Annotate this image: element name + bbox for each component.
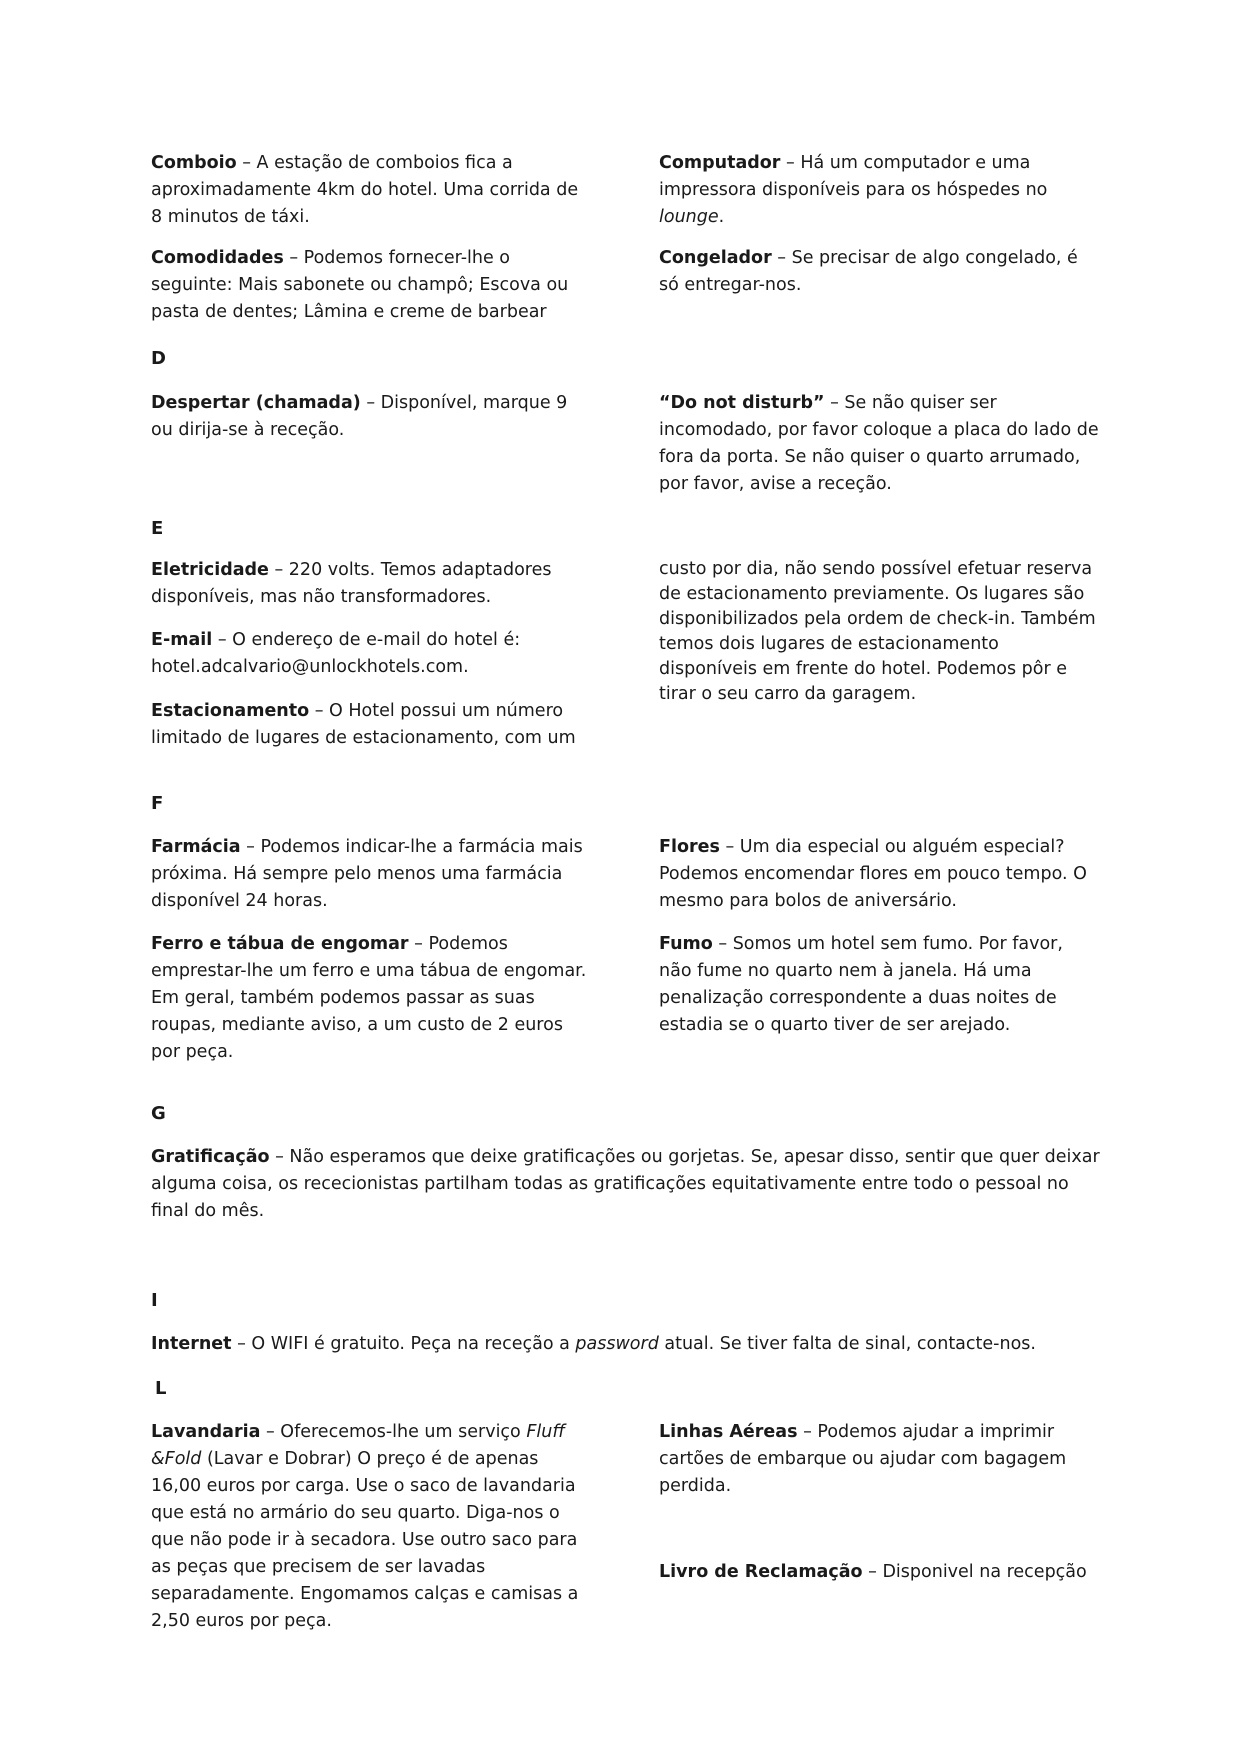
- entry-term: Farmácia: [151, 837, 241, 857]
- entry-computador: [659, 150, 1099, 231]
- entry-text: – O WIFI é gratuito. Peça na receção a: [231, 1334, 576, 1354]
- entry-term: Lavandaria: [151, 1422, 261, 1442]
- entry-text-end: .: [718, 207, 725, 227]
- entry-eletricidade: [151, 557, 591, 611]
- section-heading-l: L: [155, 1378, 167, 1399]
- section-heading-e: E: [151, 518, 164, 539]
- entry-congelador: [659, 245, 1099, 299]
- entry-term: Comboio: [151, 153, 237, 173]
- entry-text: – Somos um hotel sem fumo. Por favor, não fume no quarto nem à janela. Há uma penalização correspondente a duas noites de estadia se o quarto tiver de ser arejado.: [659, 934, 1063, 1035]
- entry-fumo: [659, 931, 1099, 1039]
- entry-emphasis: password: [575, 1334, 659, 1354]
- entry-comodidades: [151, 245, 591, 326]
- entry-text-end: (Lavar e Dobrar) O preço é de apenas 16,00 euros por carga. Use o saco de lavandaria que está no armário do seu quarto. Diga-nos o que não pode ir à secadora. Use outro saco para as peças que precisem de ser lavadas separadamente. Engomamos calças e camisas a 2,50 euros por peça.: [151, 1449, 579, 1631]
- entry-text: – 220 volts. Temos adaptadores disponíveis, mas não transformadores.: [151, 560, 552, 607]
- entry-farmacia: [151, 834, 591, 915]
- entry-livro-reclamacao: [659, 1559, 1099, 1586]
- entry-linhas-aereas: [659, 1419, 1099, 1500]
- entry-text: – O endereço de e-mail do hotel é: hotel.adcalvario@unlockhotels.com.: [151, 630, 521, 677]
- section-heading-d: D: [151, 348, 166, 369]
- entry-text: – Podemos fornecer-lhe o seguinte: Mais sabonete ou champô; Escova ou pasta de dentes; Lâmina e creme de barbear: [151, 248, 569, 322]
- entry-term: Internet: [151, 1334, 232, 1354]
- entry-estacionamento: [151, 698, 591, 752]
- entry-term: Despertar (chamada): [151, 393, 361, 413]
- entry-text: – Há um computador e uma impressora disponíveis para os hóspedes no: [659, 153, 1048, 200]
- entry-text-end: atual. Se tiver falta de sinal, contacte-nos.: [658, 1334, 1036, 1354]
- entry-text: – Se não quiser ser incomodado, por favor coloque a placa do lado de fora da porta. Se não quiser o quarto arrumado, por favor, avise a receção.: [659, 393, 1099, 494]
- entry-lavandaria: [151, 1419, 591, 1635]
- entry-term: Fumo: [659, 934, 713, 954]
- entry-term: Gratificação: [151, 1147, 270, 1167]
- entry-text: – Podemos ajudar a imprimir cartões de embarque ou ajudar com bagagem perdida.: [659, 1422, 1067, 1496]
- entry-gratificacao: [151, 1144, 1101, 1225]
- entry-text: – A estação de comboios fica a aproximadamente 4km do hotel. Uma corrida de 8 minutos de táxi.: [151, 153, 579, 227]
- entry-term: Comodidades: [151, 248, 284, 268]
- entry-text: – Podemos emprestar-lhe um ferro e uma tábua de engomar. Em geral, também podemos passar as suas roupas, mediante aviso, a um custo de 2 euros por peça.: [151, 934, 587, 1062]
- entry-text: – Podemos indicar-lhe a farmácia mais próxima. Há sempre pelo menos uma farmácia disponível 24 horas.: [151, 837, 583, 911]
- entry-term: Linhas Aéreas: [659, 1422, 798, 1442]
- entry-estacionamento-continued: custo por dia, não sendo possível efetuar reserva de estacionamento previamente. Os lugares são disponibilizados pela ordem de check-in. Também temos dois lugares de estacionamento disponíveis em frente do hotel. Podemos pôr e tirar o seu carro da garagem.: [659, 559, 1096, 704]
- entry-term: “Do not disturb”: [659, 393, 825, 413]
- entry-text: – Se precisar de algo congelado, é só entregar-nos.: [659, 248, 1078, 295]
- entry-text: – Oferecemos-lhe um serviço: [260, 1422, 527, 1442]
- entry-text: – Não esperamos que deixe gratificações ou gorjetas. Se, apesar disso, sentir que quer deixar alguma coisa, os rececionistas partilham todas as gratificações equitativamente entre todo o pessoal no final do mês.: [151, 1147, 1100, 1221]
- entry-emphasis: lounge: [659, 207, 719, 227]
- entry-text: – Disponível, marque 9 ou dirija-se à receção.: [151, 393, 568, 440]
- entry-flores: [659, 834, 1099, 915]
- entry-term: Flores: [659, 837, 720, 857]
- entry-do-not-disturb: [659, 390, 1099, 498]
- entry-term: Computador: [659, 153, 781, 173]
- entry-email: [151, 627, 591, 681]
- entry-text: – O Hotel possui um número limitado de lugares de estacionamento, com um: [151, 701, 576, 748]
- section-heading-i: I: [151, 1290, 158, 1311]
- section-heading-g: G: [151, 1103, 166, 1124]
- entry-term: Ferro e tábua de engomar: [151, 934, 409, 954]
- entry-term: Estacionamento: [151, 701, 310, 721]
- entry-term: Livro de Reclamação: [659, 1562, 863, 1582]
- entry-internet: [151, 1331, 1101, 1358]
- entry-comboio: [151, 150, 591, 231]
- entry-emphasis: Fluff &Fold: [151, 1422, 565, 1469]
- entry-text: – Um dia especial ou alguém especial? Podemos encomendar flores em pouco tempo. O mesmo para bolos de aniversário.: [659, 837, 1087, 911]
- entry-term: Congelador: [659, 248, 772, 268]
- entry-text: – Disponivel na recepção: [862, 1562, 1087, 1582]
- entry-term: Eletricidade: [151, 560, 269, 580]
- entry-despertar: [151, 390, 591, 444]
- section-heading-f: F: [151, 793, 164, 814]
- entry-term: E-mail: [151, 630, 213, 650]
- entry-ferro: [151, 931, 591, 1066]
